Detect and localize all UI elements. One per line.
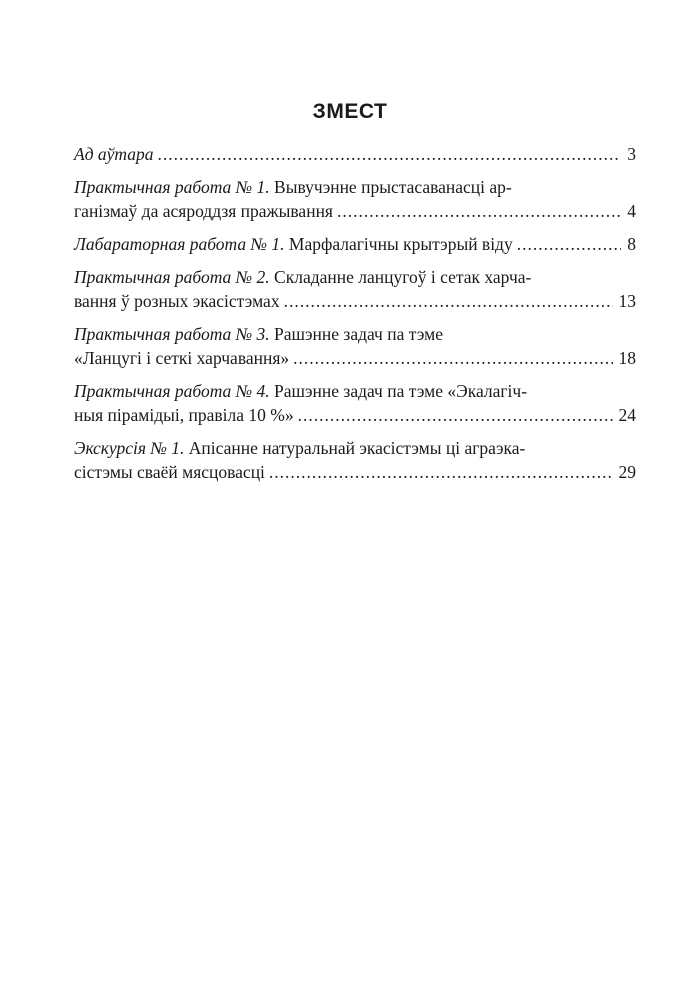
toc-page-number: 29	[618, 462, 636, 482]
toc-page-number: 3	[627, 144, 636, 164]
page-title: ЗМЕСТ	[312, 100, 388, 123]
toc-page-number: 13	[618, 291, 636, 311]
toc-entry[interactable]	[74, 142, 636, 166]
toc-page-number: 24	[618, 405, 636, 425]
toc-entry[interactable]	[74, 175, 636, 223]
toc-entry-title: Складанне ланцугоў і сетак харча-	[274, 267, 532, 287]
toc-entry-kind: Практычная работа № 3.	[74, 324, 270, 344]
toc-entry-title-tail: вання ў розных экасістэмах	[74, 291, 280, 311]
toc-entry-title: Рашэнне задач па тэме «Экалагіч-	[274, 381, 528, 401]
dot-leader	[293, 346, 612, 370]
toc-entry-kind: Экскурсія № 1.	[74, 438, 185, 458]
toc-entry-title: Рашэнне задач па тэме	[274, 324, 444, 344]
toc-page-number: 4	[627, 201, 636, 221]
dot-leader	[517, 232, 622, 256]
toc-page-number: 8	[627, 234, 636, 254]
dot-leader	[158, 142, 622, 166]
toc-entry-title: Вывучэнне прыстасаванасці ар-	[274, 177, 512, 197]
toc-entry-title-tail: сістэмы сваёй мясцовасці	[74, 462, 265, 482]
toc-entry-kind: Лабараторная работа № 1.	[74, 234, 285, 254]
toc-entry[interactable]	[74, 379, 636, 427]
dot-leader	[298, 403, 613, 427]
toc-entry-title: Апісанне натуральнай экасістэмы ці аграэка-	[188, 438, 526, 458]
toc-entry-kind: Практычная работа № 4.	[74, 381, 270, 401]
table-of-contents	[74, 142, 636, 493]
toc-entry[interactable]	[74, 265, 636, 313]
dot-leader	[337, 199, 621, 223]
toc-entry-title-tail: ныя пірамідыі, правіла 10 %»	[74, 405, 294, 425]
toc-entry[interactable]	[74, 322, 636, 370]
toc-page-number: 18	[618, 348, 636, 368]
toc-entry-title-tail: ганізмаў да асяроддзя пражывання	[74, 201, 333, 221]
dot-leader	[269, 460, 613, 484]
toc-entry-kind: Практычная работа № 1.	[74, 177, 270, 197]
toc-entry-title: Марфалагічны крытэрый віду	[288, 234, 513, 254]
toc-entry-kind: Практычная работа № 2.	[74, 267, 270, 287]
toc-entry[interactable]	[74, 232, 636, 256]
toc-entry-title-tail: «Ланцугі і сеткі харчавання»	[74, 348, 290, 368]
toc-entry-label: Ад аўтара	[74, 144, 154, 164]
toc-entry[interactable]	[74, 436, 636, 484]
dot-leader	[284, 289, 613, 313]
